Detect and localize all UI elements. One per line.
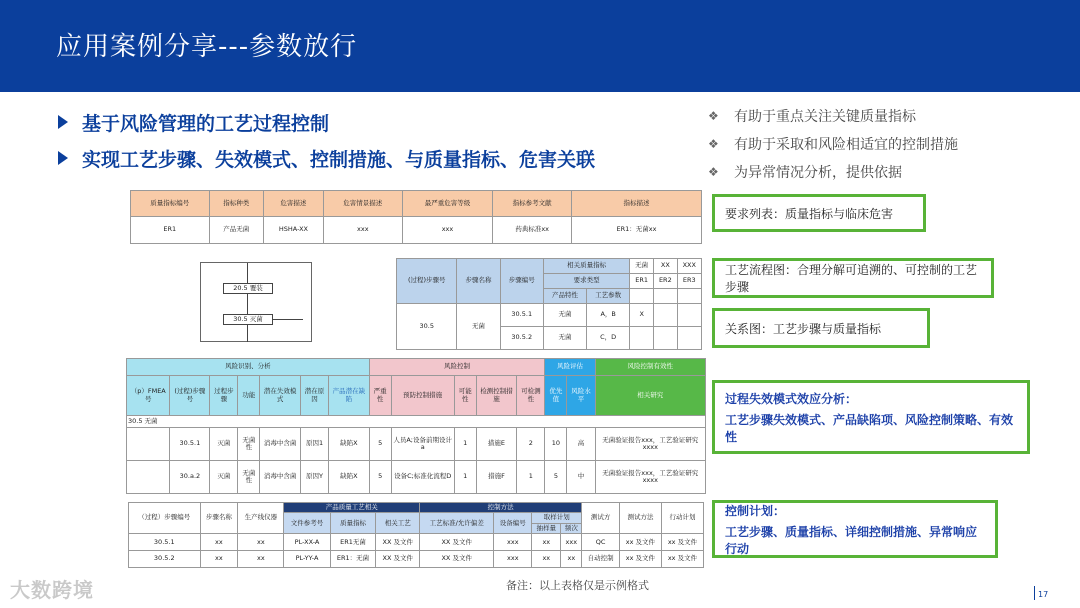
- page-number: 17: [1038, 590, 1049, 599]
- header-bar: [0, 0, 1080, 92]
- key-points: [58, 104, 595, 176]
- callout-process-flow: 工艺流程图：合理分解可追溯的、可控制的工艺步骤: [712, 258, 994, 298]
- arrow-bullet-icon: [58, 151, 68, 165]
- callout-control-plan: 控制计划： 工艺步骤、质量指标、详细控制措施、异常响应行动: [712, 500, 998, 558]
- flow-step-box: 30.5 灭菌: [223, 314, 273, 325]
- fmea-table: 风险识别、分析 风险控制 风险评估 风险控制有效性 （p）FMEA号 (过程)步骤号 过程步骤 功能 潜在失效模式 潜在原因 产品潜在缺陷 严重性 预防控制措施 可能性 检测控制措施 可检测性 优先值 风险水平 相关研究 30.5 无菌 30.5.1 灭菌 无菌性 消毒中含菌 原因1 缺陷X 5 人员A;设备前期设计a 1 措施E 2 10 高 无菌验证报告xxx，工艺验证研究xxxx 30.a.2 灭菌 无菌性 消毒中含菌 原因Y 缺陷X 5 设备C;标准化流程D 1 措施F 1 5 中 无菌验证报告xxx，工艺验证研究xxxx: [126, 358, 706, 494]
- flow-step-box: 20.5 覆装: [223, 283, 273, 294]
- relation-table: (过程)步骤号 步骤名称 步骤编号 相关质量指标 无菌 XX XXX 要求类型 ER1 ER2 ER3 产品特性 工艺参数 30.5 无菌 30.5.1 无菌 A，B X 30.5.2 无菌 C，D: [396, 258, 702, 350]
- process-flowchart: [200, 262, 312, 342]
- arrow-bullet-icon: [58, 115, 68, 129]
- page-divider: [1034, 586, 1035, 600]
- callout-requirement-list: 要求列表：质量指标与临床危害: [712, 194, 926, 232]
- callout-fmea: 过程失效模式效应分析： 工艺步骤失效模式、产品缺陷项、风险控制策略、有效性: [712, 380, 1030, 454]
- slide-title: 应用案例分享---参数放行: [56, 32, 358, 62]
- watermark-logo: 大数跨境: [10, 578, 94, 602]
- benefit-notes: ❖ 有助于重点关注关键质量指标 ❖ 有助于采取和风险相适宜的控制措施 ❖ 为异常情况分析，提供依据: [708, 109, 958, 181]
- requirement-table: 质量指标编号 指标种类 危害描述 危害情景描述 最严重危害等级 指标参考文献 指标描述 ER1 产品无菌 HSHA-XX xxx xxx 药典标准xx ER1：无菌xx: [130, 190, 702, 244]
- key-point: 基于风险管理的工艺过程控制: [58, 104, 595, 140]
- callout-relation-map: 关系图：工艺步骤与质量指标: [712, 308, 930, 348]
- diamond-bullet-icon: ❖: [708, 165, 719, 179]
- key-point: 实现工艺步骤、失效模式、控制措施、与质量指标、危害关联: [58, 140, 595, 176]
- control-plan-table: （过程）步骤编号 步骤名称 生产线仪器 产品质量工艺相关 控制方法 测试方 测试方法 行动计划 文件参考号 质量指标 相关工艺 工艺标准/允许偏差 设备编号 取样计划 抽样量 频次 30.5.1 xx xx PL-XX-A ER1无菌 XX 及文件 XX 及文件 xxx xx xxx QC xx 及文件 xx 及文件 30.5.2 xx xx PL-YY-A ER1：无菌 XX 及文件 XX 及文件 xxx xx xx 自动控制 xx 及文件 xx 及文件: [128, 502, 704, 568]
- footnote: 备注：以上表格仅是示例格式: [506, 579, 649, 592]
- diamond-bullet-icon: ❖: [708, 109, 719, 123]
- diamond-bullet-icon: ❖: [708, 137, 719, 151]
